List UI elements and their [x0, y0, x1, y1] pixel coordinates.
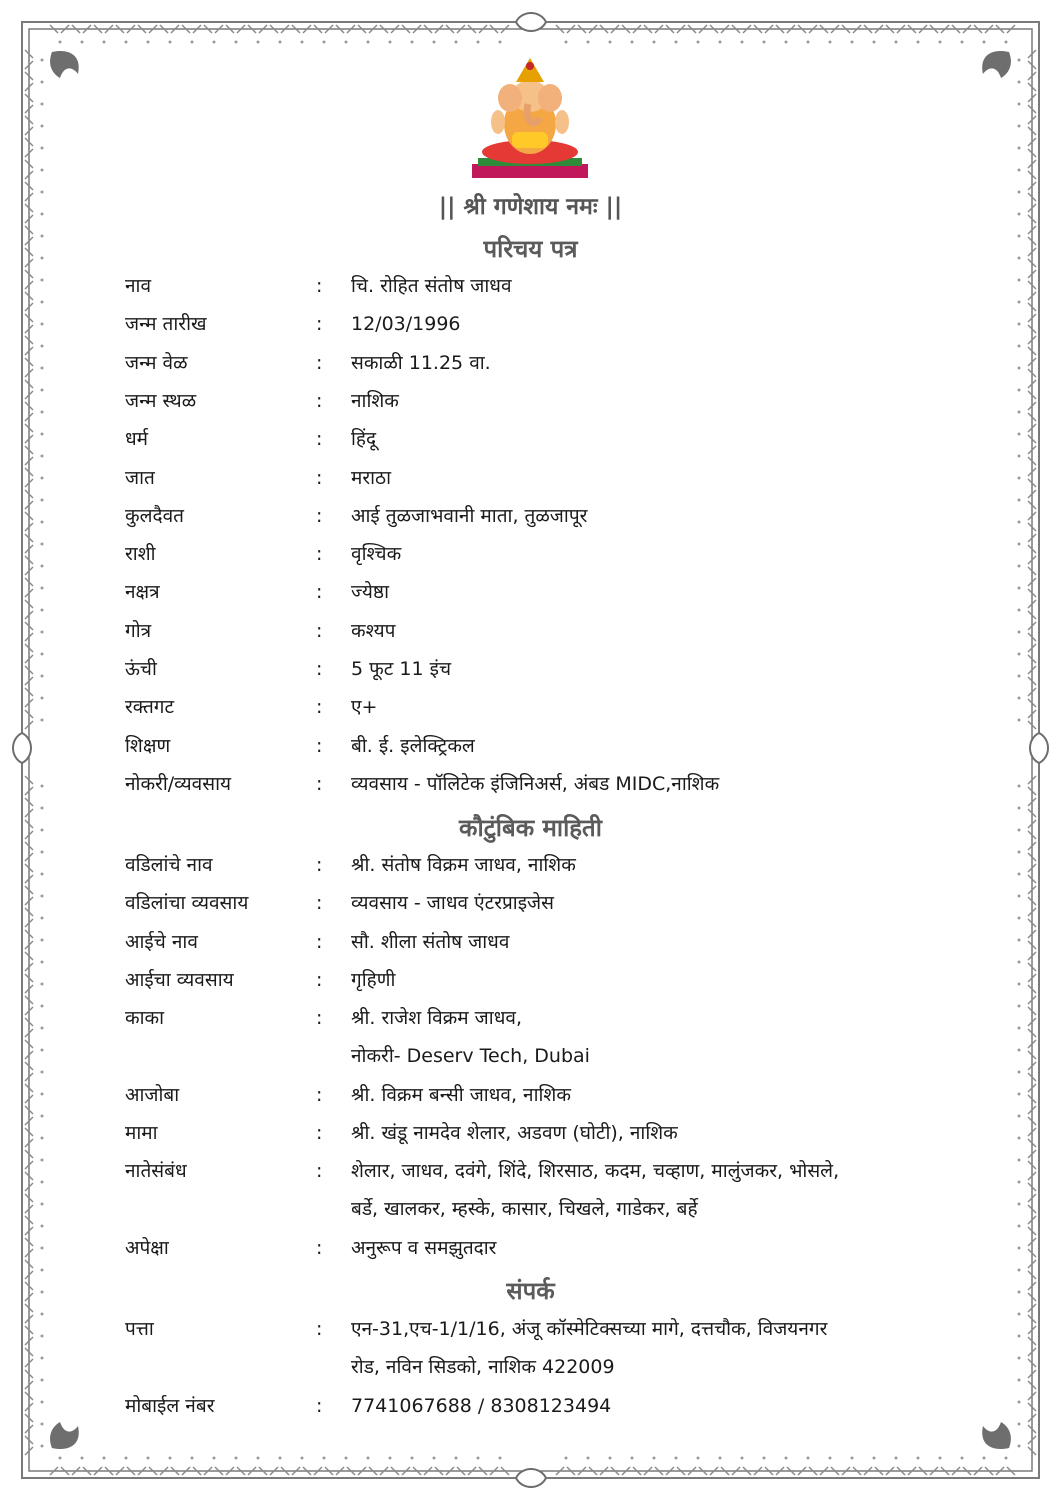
detail-label: वडिलांचा व्यवसाय [125, 892, 249, 915]
detail-row [0, 420, 1061, 458]
detail-row [0, 884, 1061, 922]
detail-row [0, 688, 1061, 726]
detail-separator: : [316, 428, 323, 451]
detail-value-line: 7741067688 / 8308123494 [351, 1394, 612, 1417]
detail-value-line: ज्येष्ठा [351, 581, 390, 604]
detail-value-line: बी. ई. इलेक्ट्रिकल [351, 734, 475, 757]
detail-value [351, 765, 991, 803]
detail-label: वडिलांचे नाव [125, 854, 213, 876]
detail-label: धर्म [125, 428, 149, 451]
detail-label: कुलदैवत [125, 504, 184, 527]
detail-value-line: सौ. शीला संतोष जाधव [351, 930, 510, 953]
detail-value [351, 727, 991, 765]
detail-value-line: अनुरूप व समझुतदार [351, 1237, 497, 1259]
detail-value-line: कश्यप [351, 619, 396, 642]
detail-label: नातेसंबंध [125, 1160, 187, 1183]
detail-row [0, 846, 1061, 884]
detail-value [351, 1229, 991, 1267]
detail-value-line: शेलार, जाधव, दवंगे, शिंदे, शिरसाठ, कदम, चव्हाण, मालुंजकर, भोसले, [351, 1160, 840, 1183]
detail-separator: : [316, 1318, 323, 1340]
detail-row [0, 727, 1061, 765]
detail-separator: : [316, 1160, 323, 1183]
detail-value-line: व्यवसाय - पॉलिटेक इंजिनिअर्स, अंबड MIDC,नाशिक [351, 772, 720, 795]
detail-separator: : [316, 968, 323, 991]
detail-separator: : [316, 619, 323, 642]
detail-row [0, 1229, 1061, 1267]
detail-label: अपेक्षा [125, 1237, 169, 1259]
detail-value [351, 1114, 991, 1152]
detail-label: पत्ता [125, 1318, 154, 1340]
detail-row [0, 267, 1061, 305]
detail-value-line: मराठा [351, 466, 392, 489]
detail-value [351, 1310, 991, 1386]
detail-label: मामा [125, 1122, 158, 1145]
detail-value-line: एन-31,एच-1/1/16, अंजू कॉस्मेटिक्सच्या मागे, दत्तचौक, विजयनगर [351, 1318, 828, 1340]
detail-separator: : [316, 581, 323, 604]
detail-value-line: सकाळी 11.25 वा. [351, 351, 491, 374]
detail-value-line: चि. रोहित संतोष जाधव [351, 275, 512, 297]
family-section-title: कौटुंबिक माहिती [459, 814, 602, 842]
detail-value-line: श्री. विक्रम बन्सी जाधव, नाशिक [351, 1083, 571, 1106]
detail-value [351, 267, 991, 305]
invocation-heading: || श्री गणेशाय नमः || [438, 194, 623, 220]
detail-label: जन्म वेळ [125, 351, 188, 374]
detail-label: राशी [125, 543, 156, 566]
detail-value [351, 612, 991, 650]
detail-row [0, 305, 1061, 343]
detail-label: गोत्र [125, 619, 152, 642]
detail-value-line: वृश्चिक [351, 543, 402, 566]
detail-value-line: आई तुळजाभवानी माता, तुळजापूर [351, 504, 588, 527]
detail-label: आईचा व्यवसाय [125, 968, 234, 991]
detail-value-line: नोकरी- Deserv Tech, Dubai [351, 1045, 590, 1068]
detail-value [351, 573, 991, 611]
detail-value-line: रोड, नविन सिडको, नाशिक 422009 [351, 1356, 615, 1378]
detail-value [351, 497, 991, 535]
detail-value [351, 961, 991, 999]
ganesha-icon [468, 52, 592, 182]
detail-label: आईचे नाव [125, 930, 198, 953]
detail-label: जन्म स्थळ [125, 389, 197, 412]
detail-value [351, 1152, 991, 1228]
detail-label: जात [125, 466, 155, 489]
detail-separator: : [316, 892, 323, 915]
detail-value [351, 884, 991, 922]
detail-row [0, 1152, 1061, 1221]
detail-value [351, 305, 991, 343]
detail-value-line: नाशिक [351, 389, 399, 412]
detail-separator: : [316, 658, 323, 680]
detail-row [0, 1076, 1061, 1114]
detail-separator: : [316, 1122, 323, 1145]
detail-label: मोबाईल नंबर [125, 1394, 215, 1417]
detail-separator: : [316, 504, 323, 527]
detail-label: शिक्षण [125, 734, 171, 757]
detail-label: नोकरी/व्यवसाय [125, 772, 232, 795]
detail-separator: : [316, 734, 323, 757]
detail-row [0, 961, 1061, 999]
detail-row [0, 382, 1061, 420]
detail-value [351, 923, 991, 961]
detail-separator: : [316, 696, 323, 719]
detail-value-line: श्री. राजेश विक्रम जाधव, [351, 1007, 522, 1030]
detail-separator: : [316, 543, 323, 566]
detail-separator: : [316, 930, 323, 953]
detail-value [351, 650, 991, 688]
detail-row [0, 1114, 1061, 1152]
detail-label: आजोबा [125, 1083, 180, 1106]
detail-value [351, 535, 991, 573]
detail-row [0, 497, 1061, 535]
detail-label: ऊंची [125, 658, 157, 680]
detail-value [351, 999, 991, 1075]
contact-section-title: संपर्क [506, 1277, 555, 1305]
detail-separator: : [316, 389, 323, 412]
detail-value [351, 1387, 991, 1425]
detail-value-line: बर्डे, खालकर, म्हस्के, कासार, चिखले, गाडेकर, बर्हे [351, 1198, 698, 1221]
detail-label: जन्म तारीख [125, 313, 207, 336]
detail-row [0, 612, 1061, 650]
detail-label: नक्षत्र [125, 581, 160, 604]
detail-separator: : [316, 275, 323, 297]
detail-value-line: हिंदू [351, 428, 377, 451]
detail-row [0, 1310, 1061, 1378]
detail-separator: : [316, 1394, 323, 1417]
detail-value-line: ए+ [351, 696, 378, 719]
detail-separator: : [316, 1237, 323, 1259]
detail-value [351, 846, 991, 884]
detail-row [0, 923, 1061, 961]
detail-value [351, 382, 991, 420]
detail-value-line: श्री. संतोष विक्रम जाधव, नाशिक [351, 854, 576, 876]
detail-value-line: 12/03/1996 [351, 313, 461, 336]
detail-label: काका [125, 1007, 165, 1030]
intro-section-title: परिचय पत्र [483, 235, 578, 263]
detail-value [351, 688, 991, 726]
detail-value-line: गृहिणी [351, 968, 396, 991]
detail-separator: : [316, 772, 323, 795]
detail-value [351, 420, 991, 458]
detail-value-line: 5 फूट 11 इंच [351, 658, 452, 680]
detail-value [351, 1076, 991, 1114]
detail-row [0, 1387, 1061, 1425]
detail-separator: : [316, 1007, 323, 1030]
detail-row [0, 765, 1061, 803]
detail-separator: : [316, 313, 323, 336]
detail-separator: : [316, 854, 323, 876]
detail-row [0, 573, 1061, 611]
detail-label: रक्तगट [125, 696, 175, 719]
detail-separator: : [316, 466, 323, 489]
detail-row [0, 344, 1061, 382]
detail-row [0, 535, 1061, 573]
detail-row [0, 999, 1061, 1068]
detail-row [0, 650, 1061, 688]
detail-row [0, 459, 1061, 497]
detail-separator: : [316, 351, 323, 374]
detail-value-line: व्यवसाय - जाधव एंटरप्राइजेस [351, 892, 554, 915]
detail-value [351, 459, 991, 497]
detail-value-line: श्री. खंडू नामदेव शेलार, अडवण (घोटी), नाशिक [351, 1122, 678, 1145]
detail-separator: : [316, 1083, 323, 1106]
detail-value [351, 344, 991, 382]
detail-label: नाव [125, 275, 152, 297]
